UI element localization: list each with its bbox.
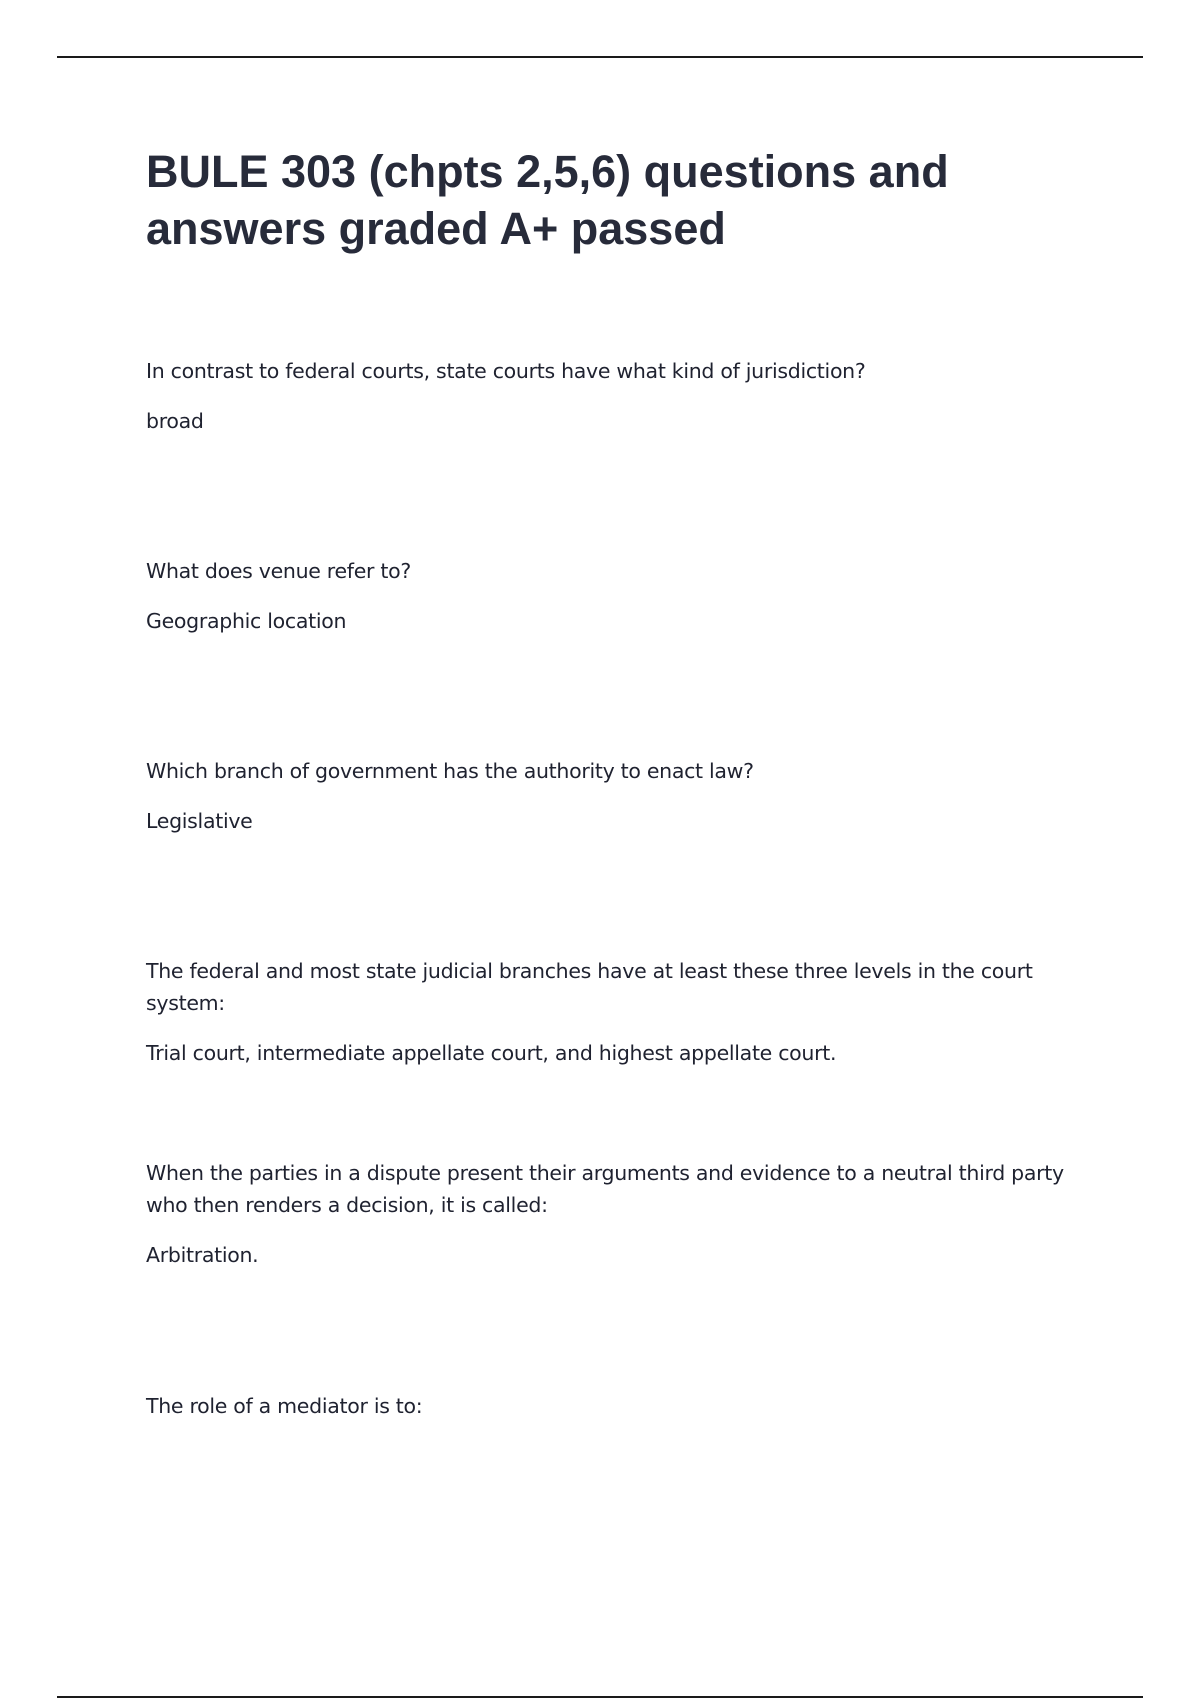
document-title: BULE 303 (chpts 2,5,6) questions and answers graded A+ passed — [146, 146, 949, 254]
answer-text: Arbitration. — [146, 1243, 259, 1267]
answer-text: Geographic location — [146, 609, 347, 633]
qa-item — [146, 755, 1096, 837]
qa-item — [146, 1390, 1096, 1440]
question-text: When the parties in a dispute present their arguments and evidence to a neutral third party who then renders a decision, it is called: — [146, 1161, 1064, 1217]
question-text: What does venue refer to? — [146, 559, 411, 583]
answer-text: broad — [146, 409, 204, 433]
qa-item — [146, 555, 1096, 637]
answer-text: Legislative — [146, 809, 253, 833]
question-text: In contrast to federal courts, state courts have what kind of jurisdiction? — [146, 359, 866, 383]
qa-item — [146, 355, 1096, 437]
bottom-rule — [57, 1696, 1143, 1698]
qa-item — [146, 1157, 1096, 1271]
top-rule — [57, 56, 1143, 58]
question-text: Which branch of government has the authority to enact law? — [146, 759, 754, 783]
question-text: The role of a mediator is to: — [146, 1394, 423, 1418]
answer-text: Trial court, intermediate appellate court, and highest appellate court. — [146, 1041, 837, 1065]
question-text: The federal and most state judicial branches have at least these three levels in the court system: — [146, 959, 1033, 1015]
qa-item — [146, 955, 1096, 1069]
